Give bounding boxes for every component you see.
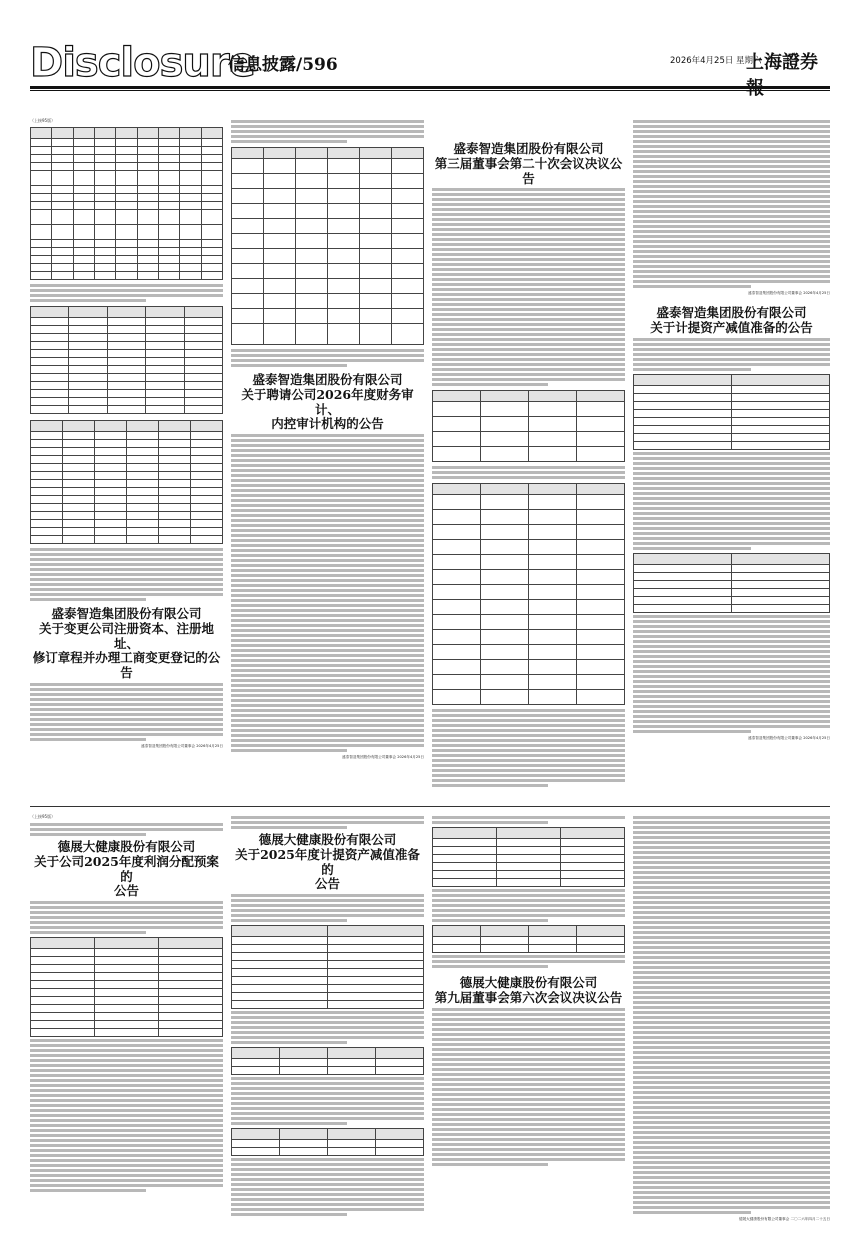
impairment-2025-table — [231, 925, 424, 1009]
masthead-rule-thin — [30, 90, 830, 91]
announcement-title: 德展大健康股份有限公司 第九届董事会第六次会议决议公告 — [434, 975, 623, 1005]
announcement-title: 盛泰智造集团股份有限公司 关于计提资产减值准备的公告 — [650, 305, 813, 335]
proposal-table — [432, 483, 625, 705]
announcement-impairment — [633, 306, 830, 741]
announcement-title: 盛泰智造集团股份有限公司 第三届董事会第二十次会议决议公告 — [434, 141, 623, 186]
column-6 — [231, 814, 424, 1226]
inventory-table — [231, 1128, 424, 1156]
section-title: 信息披露/596 — [228, 55, 338, 75]
announcement-signature: 盛泰智造集团股份有限公司董事会 2026年4月25日 — [748, 291, 830, 295]
masthead — [30, 42, 830, 84]
announcement-title: 盛泰智造集团股份有限公司 关于聘请公司2026年度财务审计、 内控审计机构的公告 — [241, 372, 414, 432]
impairment-table — [633, 374, 830, 450]
issue-date: 2026年4月25日 星期六 — [670, 56, 762, 66]
related-transaction-table — [432, 390, 625, 462]
column-1 — [30, 118, 223, 796]
masthead-rule — [30, 86, 830, 89]
column-5 — [30, 814, 223, 1226]
announcement-profit-distribution — [30, 840, 223, 1192]
announcement-signature: 盛泰智造集团股份有限公司董事会 2026年4月25日 — [748, 735, 830, 740]
announcement-board-resolution-2 — [432, 976, 625, 1166]
section-divider — [30, 806, 830, 807]
column-8 — [633, 814, 830, 1226]
top-half — [30, 118, 830, 796]
goodwill-table — [432, 827, 625, 887]
announcement-signature: 盛泰智造集团股份有限公司董事会 2026年4月25日 — [342, 755, 424, 759]
announcement-registered-capital — [30, 607, 223, 749]
holdings-table — [30, 127, 223, 280]
receivable-table — [231, 1047, 424, 1075]
announcement-impairment-2025 — [231, 833, 424, 1216]
audit-fee-table — [231, 147, 424, 345]
announcement-board-resolution — [432, 142, 625, 386]
announcement-signature: 德展大健康股份有限公司董事会 二〇二六年四月二十五日 — [739, 1217, 830, 1221]
guarantee-table — [30, 306, 223, 414]
continued-note: （上接95版） — [30, 814, 56, 819]
continued-note: （上接95版） — [30, 118, 56, 123]
column-4 — [633, 118, 830, 796]
newspaper-logo: 上海證券 — [746, 52, 818, 73]
masthead-wordmark: Disclosure — [30, 40, 255, 86]
bottom-half — [30, 814, 830, 1226]
announcement-auditor — [231, 373, 424, 760]
column-2 — [231, 118, 424, 796]
announcement-title: 德展大健康股份有限公司 关于2025年度计提资产减值准备的 公告 — [235, 832, 420, 892]
subsidiary-finance-table — [30, 420, 223, 544]
column-7 — [432, 814, 625, 1226]
announcement-title: 德展大健康股份有限公司 关于公司2025年度利润分配预案的 公告 — [34, 839, 219, 899]
column-3 — [432, 118, 625, 796]
announcement-title: 盛泰智造集团股份有限公司 关于变更公司注册资本、注册地址、 修订章程并办理工商变更登记的公告 — [32, 606, 221, 680]
distribution-table — [30, 937, 223, 1037]
announcement-signature: 盛泰智造集团股份有限公司董事会 2026年4月25日 — [141, 743, 223, 748]
asset-table — [432, 925, 625, 953]
provision-table — [633, 553, 830, 613]
